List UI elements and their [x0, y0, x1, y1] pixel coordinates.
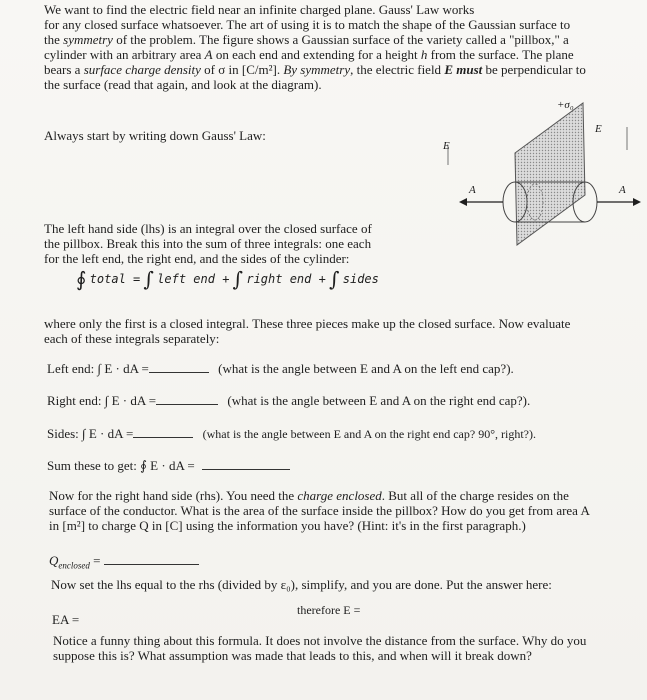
A-arrowhead-left — [459, 198, 467, 206]
intro-line: the surface (read that again, and look at the diagram). — [44, 77, 322, 92]
lhs-line: for the left end, the right end, and the sides of the cylinder: — [44, 251, 350, 266]
closed-integral-note: where only the first is a closed integral. These three pieces make up the closed surface. Now evaluate each of these integrals separately: — [44, 316, 571, 346]
charged-plate — [515, 103, 585, 245]
sum-answer-blank[interactable] — [202, 469, 290, 470]
right-end-row: Right end: ∫ E · dA = (what is the angle between E and A on the right end cap?). — [47, 393, 531, 408]
q-enclosed-answer-blank[interactable] — [104, 564, 199, 565]
integral-symbol: ∫ — [329, 267, 340, 291]
left-end-answer-blank[interactable] — [149, 372, 209, 373]
intro-line: We want to find the electric field near an infinite charged plane. Gauss' Law works — [44, 2, 475, 17]
q-enclosed-row: $Q_{enclosed}$ = — [49, 553, 199, 571]
intro-line: bears a surface charge density of σ in [C/m²]. By symmetry, the electric field E must be perpendicular to — [44, 62, 586, 77]
therefore-E-label: therefore E = — [297, 603, 361, 617]
integral-symbol: ∫ — [232, 267, 244, 291]
sigma-label: +σ₀ — [557, 99, 574, 111]
E-label-right: E — [595, 123, 602, 135]
integral-sum-equation: ∮ total = ∫ left end + ∫ right end + ∫ sides — [76, 267, 379, 291]
sum-row: Sum these to get: ∮ E · dA = — [47, 458, 290, 474]
ea-answer-label: EA = — [52, 612, 80, 627]
intro-line: for any closed surface whatsoever. The art of using it is to match the shape of the Gaussian surface to — [44, 17, 571, 32]
intro-line: the symmetry of the problem. The figure shows a Gaussian surface of the variety called a "pillbox," a — [44, 32, 569, 47]
A-label-right: A — [619, 184, 626, 196]
pillbox-diagram — [445, 95, 645, 255]
intro-line: cylinder with an arbitrary area A on each end and extending for a height h from the surface. The plane — [44, 47, 574, 62]
E-label-left: E — [443, 140, 450, 152]
set-equal-instruction: Now set the lhs equal to the rhs (divided by ε₀), simplify, and you are done. Put the answer here: — [51, 577, 552, 592]
A-arrowhead-right — [633, 198, 641, 206]
right-end-answer-blank[interactable] — [156, 404, 218, 405]
lhs-line: The left hand side (lhs) is an integral over the closed surface of — [44, 221, 372, 236]
integral-symbol: ∫ — [143, 267, 154, 291]
sides-answer-blank[interactable] — [133, 437, 193, 438]
intro-paragraph — [44, 2, 604, 92]
notice-paragraph: Notice a funny thing about this formula. It does not involve the distance from the surface. Why do you suppose this is? What assumption was made that leads to this, and when will it break down? — [53, 633, 587, 663]
rhs-paragraph: Now for the right hand side (rhs). You need the charge enclosed. But all of the charge resides on the surface of the conductor. What is the area of the surface inside the pillbox? How do you get from area A in [m²] to charge Q in [C] using the information you have? (Hint: it's in the first paragraph.) — [49, 488, 590, 533]
A-label-left: A — [469, 184, 476, 196]
closed-integral-symbol: ∮ — [76, 267, 87, 291]
left-end-row: Left end: ∫ E · dA = (what is the angle between E and A on the left end cap?). — [47, 361, 514, 376]
sides-row: Sides: ∫ E · dA = (what is the angle between E and A on the right end cap? 90°, right?). — [47, 426, 536, 441]
lhs-line: the pillbox. Break this into the sum of three integrals: one each — [44, 236, 372, 251]
lhs-paragraph — [44, 221, 404, 266]
gauss-law-prompt: Always start by writing down Gauss' Law: — [44, 128, 266, 143]
